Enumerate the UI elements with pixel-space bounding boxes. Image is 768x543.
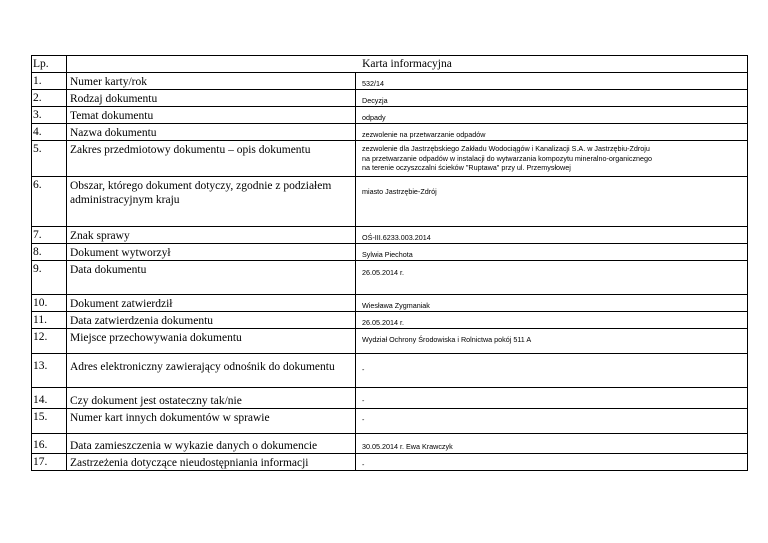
row-number: 6. bbox=[32, 177, 67, 227]
row-label: Zastrzeżenia dotyczące nieudostępniania informacji bbox=[67, 454, 356, 471]
row-label: Miejsce przechowywania dokumentu bbox=[67, 329, 356, 354]
row-number: 13. bbox=[32, 354, 67, 388]
row-number: 15. bbox=[32, 409, 67, 434]
row-value: - bbox=[356, 409, 748, 434]
row-number: 1. bbox=[32, 73, 67, 90]
row-value: odpady bbox=[356, 107, 748, 124]
information-card bbox=[31, 55, 748, 471]
row-number: 9. bbox=[32, 261, 67, 295]
table-row bbox=[32, 244, 748, 261]
row-number: 5. bbox=[32, 141, 67, 177]
row-label: Czy dokument jest ostateczny tak/nie bbox=[67, 388, 356, 409]
row-value: zezwolenie na przetwarzanie odpadów bbox=[356, 124, 748, 141]
table-row bbox=[32, 434, 748, 454]
row-value: OŚ-III.6233.003.2014 bbox=[356, 227, 748, 244]
row-label: Rodzaj dokumentu bbox=[67, 90, 356, 107]
value-line: na terenie oczyszczalni ścieków "Ruptawa" przy ul. Przemysłowej bbox=[362, 163, 571, 172]
table-row bbox=[32, 124, 748, 141]
row-value: 26.05.2014 r. bbox=[356, 261, 748, 295]
row-label: Adres elektroniczny zawierający odnośnik do dokumentu bbox=[67, 354, 356, 388]
table-row bbox=[32, 107, 748, 124]
row-value: 26.05.2014 r. bbox=[356, 312, 748, 329]
table-row bbox=[32, 90, 748, 107]
lp-header: Lp. bbox=[32, 56, 67, 73]
row-value: Sylwia Piechota bbox=[356, 244, 748, 261]
table-row bbox=[32, 354, 748, 388]
row-number: 4. bbox=[32, 124, 67, 141]
row-label: Temat dokumentu bbox=[67, 107, 356, 124]
row-label: Nazwa dokumentu bbox=[67, 124, 356, 141]
table-row bbox=[32, 227, 748, 244]
row-value: - bbox=[356, 388, 748, 409]
row-label: Numer karty/rok bbox=[67, 73, 356, 90]
row-label: Zakres przedmiotowy dokumentu – opis dokumentu bbox=[67, 141, 356, 177]
table-header-row bbox=[32, 56, 748, 73]
label-line: administracyjnym kraju bbox=[70, 194, 180, 206]
table-row bbox=[32, 295, 748, 312]
row-number: 16. bbox=[32, 434, 67, 454]
row-label: Data zatwierdzenia dokumentu bbox=[67, 312, 356, 329]
table-row bbox=[32, 312, 748, 329]
row-number: 3. bbox=[32, 107, 67, 124]
row-label: Data zamieszczenia w wykazie danych o dokumencie bbox=[67, 434, 356, 454]
table-row bbox=[32, 409, 748, 434]
table-row bbox=[32, 177, 748, 227]
row-value: 532/14 bbox=[356, 73, 748, 90]
information-table bbox=[31, 55, 748, 471]
row-number: 2. bbox=[32, 90, 67, 107]
row-label: Dokument wytworzył bbox=[67, 244, 356, 261]
card-title: Karta informacyjna bbox=[67, 56, 748, 73]
row-value: miasto Jastrzębie-Zdrój bbox=[356, 177, 748, 227]
row-value: - bbox=[356, 454, 748, 471]
row-value: Wiesława Zygmaniak bbox=[356, 295, 748, 312]
table-row bbox=[32, 73, 748, 90]
row-label: Numer kart innych dokumentów w sprawie bbox=[67, 409, 356, 434]
value-line: na przetwarzanie odpadów w instalacji do wytwarzania kompozytu mineralno-organicznego bbox=[362, 153, 653, 163]
row-label: Znak sprawy bbox=[67, 227, 356, 244]
table-row bbox=[32, 141, 748, 177]
label-line: Obszar, którego dokument dotyczy, zgodnie z podziałem bbox=[70, 180, 332, 192]
row-number: 14. bbox=[32, 388, 67, 409]
table-row bbox=[32, 454, 748, 471]
row-value: Wydział Ochrony Środowiska i Rolnictwa pokój 511 A bbox=[356, 329, 748, 354]
row-number: 17. bbox=[32, 454, 67, 471]
row-label: Data dokumentu bbox=[67, 261, 356, 295]
table-row bbox=[32, 329, 748, 354]
value-line: zezwolenie dla Jastrzębskiego Zakładu Wodociągów i Kanalizacji S.A. w Jastrzębiu-Zdroju bbox=[362, 144, 650, 153]
row-value: 30.05.2014 r. Ewa Krawczyk bbox=[356, 434, 748, 454]
row-number: 7. bbox=[32, 227, 67, 244]
table-row bbox=[32, 261, 748, 295]
row-label: Dokument zatwierdził bbox=[67, 295, 356, 312]
row-value: - bbox=[356, 354, 748, 388]
row-label bbox=[67, 177, 356, 227]
row-number: 10. bbox=[32, 295, 67, 312]
row-value: Decyzja bbox=[356, 90, 748, 107]
table-row bbox=[32, 388, 748, 409]
row-number: 11. bbox=[32, 312, 67, 329]
row-value bbox=[356, 141, 748, 177]
row-number: 8. bbox=[32, 244, 67, 261]
row-number: 12. bbox=[32, 329, 67, 354]
